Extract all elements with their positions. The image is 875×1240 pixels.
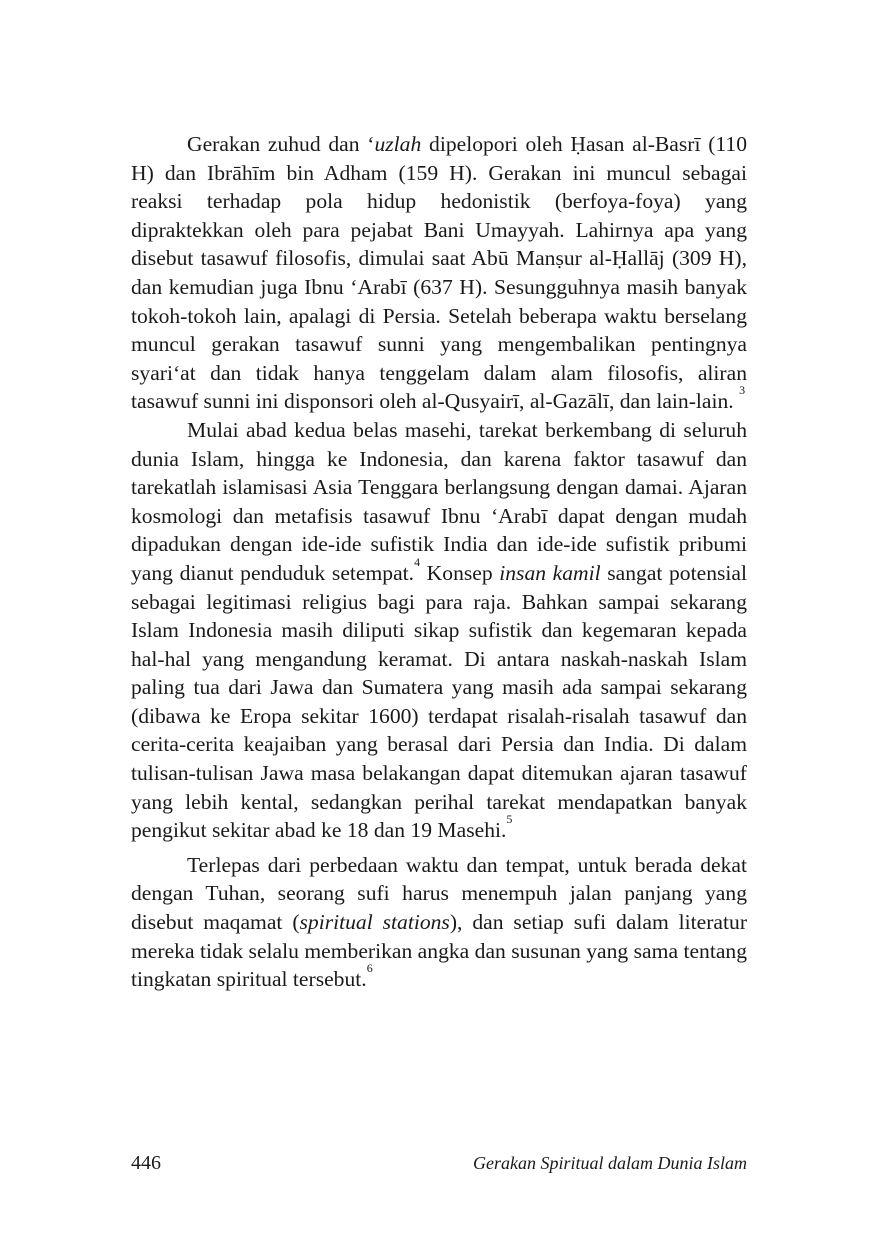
- paragraph-2: [131, 416, 747, 845]
- page-footer: [131, 1152, 747, 1175]
- text-span: sangat potensial sebagai legitimasi religius bagi para raja. Bahkan sampai sekarang Islam Indonesia masih diliputi sikap sufistik dan kegemaran kepada hal-hal yang mengandung keramat. Di antara naskah-naskah Islam paling tua dari Jawa dan Sumatera yang masih ada sampai sekarang (dibawa ke Eropa sekitar 1600) terdapat risalah-risalah tasawuf dan cerita-cerita keajaiban yang berasal dari Persia dan India. Di dalam tulisan-tulisan Jawa masa belakangan dapat ditemukan ajaran tasawuf yang lebih kental, sedangkan perihal tarekat mendapatkan banyak pengikut sekitar abad ke 18 dan 19 Masehi.: [131, 560, 747, 843]
- text-span: Gerakan zuhud dan ‘: [187, 132, 375, 156]
- text-span: Mulai abad kedua belas masehi, tarekat berkembang di seluruh dunia Islam, hingga ke Indonesia, dan karena faktor tasawuf dan tarekatlah islamisasi Asia Tenggara berlangsung dengan damai. Ajaran kosmologi dan metafisis tasawuf Ibnu ‘Arabī dapat dengan mudah dipadukan dengan ide-ide sufistik India dan ide-ide sufistik pribumi yang dianut penduduk setempat.: [131, 417, 747, 585]
- paragraph-1: [131, 130, 747, 416]
- text-span: Terlepas dari perbedaan waktu dan tempat, untuk berada dekat dengan Tuhan, seorang sufi harus menempuh jalan panjang yang disebut maqamat (: [131, 852, 747, 935]
- italic-term: spiritual stations: [299, 910, 450, 935]
- running-title: Gerakan Spiritual dalam Dunia Islam: [473, 1153, 747, 1173]
- footnote-ref[interactable]: 4: [414, 554, 421, 569]
- text-span: ), dan setiap sufi dalam literatur mereka tidak selalu memberikan angka dan susunan yang sama tentang tingkatan spiritual tersebut.: [131, 910, 748, 992]
- footnote-ref[interactable]: 3: [739, 383, 746, 398]
- page-number: 446: [131, 1152, 161, 1174]
- text-span: Konsep: [420, 560, 500, 585]
- text-span: dipelopori oleh Ḥasan al-Basrī (110 H) dan Ibrāhīm bin Adham (159 H). Gerakan ini muncul sebagai reaksi terhadap pola hidup hedonistik (berfoya-foya) yang dipraktekkan oleh para pejabat Bani Umayyah. Lahirnya apa yang disebut tasawuf filosofis, dimulai saat Abū Manṣur al-Ḥallāj (309 H), dan kemudian juga Ibnu ‘Arabī (637 H). Sesungguhnya masih banyak tokoh-tokoh lain, apalagi di Persia. Setelah beberapa waktu berselang muncul gerakan tasawuf sunni yang mengembalikan pentingnya syari‘at dan tidak hanya tenggelam dalam alam filosofis, aliran tasawuf sunni ini disponsori oleh al-Qusyairī, al-Gazālī, dan lain-lain.: [131, 132, 747, 414]
- footnote-ref[interactable]: 5: [506, 812, 513, 827]
- footnote-ref[interactable]: 6: [366, 961, 373, 976]
- italic-term: insan kamil: [499, 560, 601, 585]
- italic-term: uzlah: [374, 132, 422, 156]
- body-text: [131, 130, 747, 994]
- paragraph-3: [131, 851, 747, 994]
